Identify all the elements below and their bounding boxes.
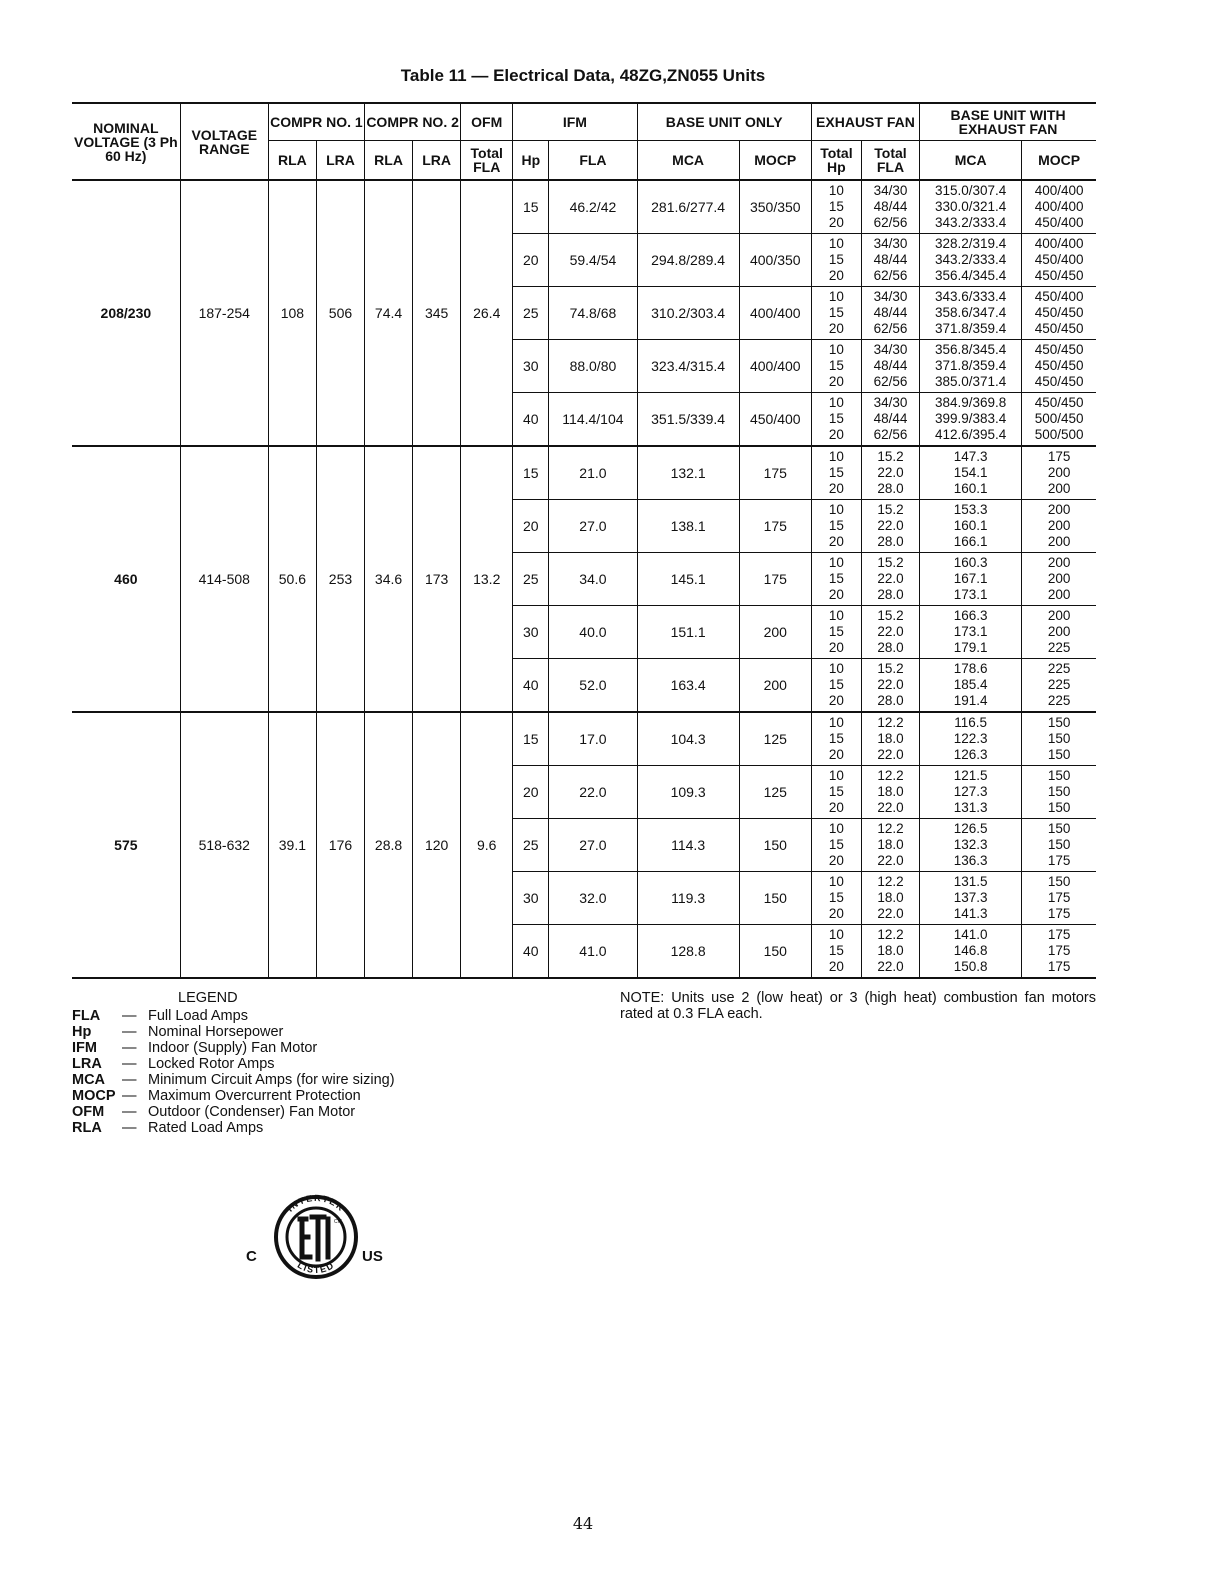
with-exhaust-mca-cell: 121.5 127.3 131.3 <box>920 766 1022 819</box>
header-c1-lra: LRA <box>316 141 364 181</box>
nominal-voltage-cell: 575 <box>72 712 180 978</box>
header-ofm-total-fla: Total FLA <box>461 141 513 181</box>
ifm-hp-cell: 15 <box>513 712 549 766</box>
base-mca-cell: 151.1 <box>637 606 739 659</box>
legend-dash: — <box>122 1088 137 1104</box>
header-compr-1: COMPR NO. 1 <box>268 103 364 141</box>
legend-desc: Minimum Circuit Amps (for wire sizing) <box>148 1072 395 1088</box>
compr2-lra-cell: 120 <box>413 712 461 978</box>
legend-abbr: IFM <box>72 1040 97 1056</box>
with-exhaust-mca-cell: 116.5 122.3 126.3 <box>920 712 1022 766</box>
ifm-fla-cell: 21.0 <box>549 446 637 500</box>
with-exhaust-mca-cell: 147.3 154.1 160.1 <box>920 446 1022 500</box>
header-with-exhaust-mocp: MOCP <box>1022 141 1096 181</box>
exhaust-hp-cell: 10 15 20 <box>811 500 861 553</box>
legend-dash: — <box>122 1104 137 1120</box>
with-exhaust-mca-cell: 328.2/319.4 343.2/333.4 356.4/345.4 <box>920 234 1022 287</box>
legend-dash: — <box>122 1120 137 1136</box>
exhaust-fla-cell: 15.2 22.0 28.0 <box>861 606 919 659</box>
header-voltage-range: VOLTAGE RANGE <box>180 103 268 180</box>
voltage-range-cell: 414-508 <box>180 446 268 712</box>
header-base-unit-only: BASE UNIT ONLY <box>637 103 811 141</box>
legend-item <box>72 1088 395 1104</box>
ifm-fla-cell: 27.0 <box>549 819 637 872</box>
base-mca-cell: 323.4/315.4 <box>637 340 739 393</box>
base-mocp-cell: 200 <box>739 606 811 659</box>
with-exhaust-mocp-cell: 450/450 500/450 500/500 <box>1022 393 1096 447</box>
exhaust-hp-cell: 10 15 20 <box>811 659 861 713</box>
with-exhaust-mocp-cell: 200 200 225 <box>1022 606 1096 659</box>
ifm-fla-cell: 40.0 <box>549 606 637 659</box>
legend-abbr: Hp <box>72 1024 92 1040</box>
exhaust-hp-cell: 10 15 20 <box>811 606 861 659</box>
with-exhaust-mocp-cell: 450/400 450/450 450/450 <box>1022 287 1096 340</box>
base-mca-cell: 351.5/339.4 <box>637 393 739 447</box>
legend-item <box>72 1056 395 1072</box>
ofm-fla-cell: 26.4 <box>461 180 513 446</box>
table-row <box>72 446 1096 500</box>
with-exhaust-mca-cell: 178.6 185.4 191.4 <box>920 659 1022 713</box>
base-mocp-cell: 175 <box>739 500 811 553</box>
legend-desc: Indoor (Supply) Fan Motor <box>148 1040 318 1056</box>
ifm-hp-cell: 30 <box>513 606 549 659</box>
ifm-fla-cell: 34.0 <box>549 553 637 606</box>
base-mocp-cell: 200 <box>739 659 811 713</box>
legend-item <box>72 1024 395 1040</box>
ifm-fla-cell: 46.2/42 <box>549 180 637 234</box>
ofm-fla-cell: 13.2 <box>461 446 513 712</box>
header-base-mocp: MOCP <box>739 141 811 181</box>
legend-item <box>72 1040 395 1056</box>
legend-item <box>72 1104 395 1120</box>
legend-desc: Full Load Amps <box>148 1008 248 1024</box>
header-c1-rla: RLA <box>268 141 316 181</box>
exhaust-fla-cell: 34/30 48/44 62/56 <box>861 180 919 234</box>
with-exhaust-mocp-cell: 150 175 175 <box>1022 872 1096 925</box>
ifm-fla-cell: 114.4/104 <box>549 393 637 447</box>
ifm-hp-cell: 25 <box>513 553 549 606</box>
base-mocp-cell: 400/350 <box>739 234 811 287</box>
header-ifm: IFM <box>513 103 637 141</box>
base-mca-cell: 128.8 <box>637 925 739 979</box>
exhaust-fla-cell: 12.2 18.0 22.0 <box>861 819 919 872</box>
exhaust-fla-cell: 12.2 18.0 22.0 <box>861 872 919 925</box>
base-mocp-cell: 150 <box>739 925 811 979</box>
legend-item <box>72 1008 395 1024</box>
ifm-hp-cell: 30 <box>513 340 549 393</box>
with-exhaust-mocp-cell: 200 200 200 <box>1022 553 1096 606</box>
header-exhaust-total-fla: Total FLA <box>861 141 919 181</box>
exhaust-hp-cell: 10 15 20 <box>811 393 861 447</box>
base-mca-cell: 138.1 <box>637 500 739 553</box>
legend-abbr: MCA <box>72 1072 106 1088</box>
header-exhaust-total-hp: Total Hp <box>811 141 861 181</box>
table-row <box>72 180 1096 234</box>
etl-listed-logo <box>240 1175 390 1285</box>
header-compr-2: COMPR NO. 2 <box>365 103 461 141</box>
base-mocp-cell: 400/400 <box>739 287 811 340</box>
legend-abbr: MOCP <box>72 1088 116 1104</box>
voltage-range-cell: 187-254 <box>180 180 268 446</box>
ifm-hp-cell: 40 <box>513 393 549 447</box>
exhaust-fla-cell: 15.2 22.0 28.0 <box>861 446 919 500</box>
exhaust-hp-cell: 10 15 20 <box>811 766 861 819</box>
with-exhaust-mca-cell: 343.6/333.4 358.6/347.4 371.8/359.4 <box>920 287 1022 340</box>
with-exhaust-mca-cell: 141.0 146.8 150.8 <box>920 925 1022 979</box>
base-mocp-cell: 150 <box>739 819 811 872</box>
exhaust-hp-cell: 10 15 20 <box>811 819 861 872</box>
logo-cm-mark: CM <box>334 1219 342 1225</box>
header-c2-lra: LRA <box>413 141 461 181</box>
table-note: NOTE: Units use 2 (low heat) or 3 (high heat) combustion fan motors rated at 0.3 FLA each. <box>620 990 1096 1022</box>
base-mocp-cell: 125 <box>739 766 811 819</box>
exhaust-fla-cell: 12.2 18.0 22.0 <box>861 712 919 766</box>
with-exhaust-mocp-cell: 400/400 450/400 450/450 <box>1022 234 1096 287</box>
ifm-hp-cell: 40 <box>513 925 549 979</box>
base-mocp-cell: 450/400 <box>739 393 811 447</box>
compr1-rla-cell: 108 <box>268 180 316 446</box>
ifm-hp-cell: 15 <box>513 446 549 500</box>
legend-desc: Rated Load Amps <box>148 1120 264 1136</box>
base-mca-cell: 132.1 <box>637 446 739 500</box>
table-title: Table 11 — Electrical Data, 48ZG,ZN055 Units <box>400 66 766 85</box>
exhaust-fla-cell: 15.2 22.0 28.0 <box>861 500 919 553</box>
ifm-fla-cell: 32.0 <box>549 872 637 925</box>
compr2-lra-cell: 173 <box>413 446 461 712</box>
legend <box>72 990 395 1136</box>
nominal-voltage-cell: 460 <box>72 446 180 712</box>
ifm-fla-cell: 27.0 <box>549 500 637 553</box>
with-exhaust-mca-cell: 131.5 137.3 141.3 <box>920 872 1022 925</box>
logo-c-text: C <box>246 1248 257 1265</box>
with-exhaust-mca-cell: 384.9/369.8 399.9/383.4 412.6/395.4 <box>920 393 1022 447</box>
with-exhaust-mocp-cell: 150 150 175 <box>1022 819 1096 872</box>
legend-abbr: LRA <box>72 1056 102 1072</box>
exhaust-fla-cell: 12.2 18.0 22.0 <box>861 766 919 819</box>
exhaust-hp-cell: 10 15 20 <box>811 925 861 979</box>
legend-desc: Locked Rotor Amps <box>148 1056 275 1072</box>
with-exhaust-mocp-cell: 225 225 225 <box>1022 659 1096 713</box>
header-base-unit-with-exhaust: BASE UNIT WITH EXHAUST FAN <box>920 103 1096 141</box>
header-exhaust-fan: EXHAUST FAN <box>811 103 919 141</box>
legend-abbr: FLA <box>72 1008 101 1024</box>
ifm-hp-cell: 15 <box>513 180 549 234</box>
exhaust-fla-cell: 34/30 48/44 62/56 <box>861 234 919 287</box>
header-with-exhaust-mca: MCA <box>920 141 1022 181</box>
ifm-fla-cell: 74.8/68 <box>549 287 637 340</box>
header-nominal-voltage: NOMINAL VOLTAGE (3 Ph 60 Hz) <box>72 103 180 180</box>
legend-title: LEGEND <box>178 990 238 1006</box>
ifm-fla-cell: 41.0 <box>549 925 637 979</box>
exhaust-fla-cell: 34/30 48/44 62/56 <box>861 393 919 447</box>
legend-desc: Maximum Overcurrent Protection <box>148 1088 361 1104</box>
header-base-mca: MCA <box>637 141 739 181</box>
with-exhaust-mca-cell: 160.3 167.1 173.1 <box>920 553 1022 606</box>
table-body <box>72 180 1096 978</box>
legend-abbr: RLA <box>72 1120 102 1136</box>
compr2-rla-cell: 28.8 <box>365 712 413 978</box>
with-exhaust-mca-cell: 153.3 160.1 166.1 <box>920 500 1022 553</box>
legend-dash: — <box>122 1072 137 1088</box>
legend-dash: — <box>122 1056 137 1072</box>
header-ifm-hp: Hp <box>513 141 549 181</box>
base-mca-cell: 119.3 <box>637 872 739 925</box>
with-exhaust-mocp-cell: 200 200 200 <box>1022 500 1096 553</box>
ifm-hp-cell: 30 <box>513 872 549 925</box>
exhaust-hp-cell: 10 15 20 <box>811 712 861 766</box>
exhaust-fla-cell: 34/30 48/44 62/56 <box>861 287 919 340</box>
ofm-fla-cell: 9.6 <box>461 712 513 978</box>
exhaust-fla-cell: 34/30 48/44 62/56 <box>861 340 919 393</box>
legend-desc: Outdoor (Condenser) Fan Motor <box>148 1104 356 1120</box>
base-mca-cell: 310.2/303.4 <box>637 287 739 340</box>
exhaust-hp-cell: 10 15 20 <box>811 553 861 606</box>
legend-item <box>72 1120 395 1136</box>
base-mca-cell: 145.1 <box>637 553 739 606</box>
compr2-lra-cell: 345 <box>413 180 461 446</box>
legend-dash: — <box>122 1040 137 1056</box>
header-ifm-fla: FLA <box>549 141 637 181</box>
logo-bottom-text: LISTED <box>295 1259 337 1276</box>
ifm-fla-cell: 22.0 <box>549 766 637 819</box>
with-exhaust-mocp-cell: 175 200 200 <box>1022 446 1096 500</box>
compr1-rla-cell: 50.6 <box>268 446 316 712</box>
base-mocp-cell: 150 <box>739 872 811 925</box>
base-mca-cell: 114.3 <box>637 819 739 872</box>
electrical-data-table <box>72 102 1096 979</box>
base-mca-cell: 163.4 <box>637 659 739 713</box>
with-exhaust-mca-cell: 126.5 132.3 136.3 <box>920 819 1022 872</box>
header-c2-rla: RLA <box>365 141 413 181</box>
nominal-voltage-cell: 208/230 <box>72 180 180 446</box>
legend-abbr: OFM <box>72 1104 105 1120</box>
ifm-hp-cell: 40 <box>513 659 549 713</box>
exhaust-hp-cell: 10 15 20 <box>811 287 861 340</box>
legend-dash: — <box>122 1008 137 1024</box>
with-exhaust-mocp-cell: 150 150 150 <box>1022 712 1096 766</box>
legend-dash: — <box>122 1024 137 1040</box>
compr2-rla-cell: 34.6 <box>365 446 413 712</box>
with-exhaust-mocp-cell: 450/450 450/450 450/450 <box>1022 340 1096 393</box>
voltage-range-cell: 518-632 <box>180 712 268 978</box>
exhaust-fla-cell: 12.2 18.0 22.0 <box>861 925 919 979</box>
exhaust-hp-cell: 10 15 20 <box>811 234 861 287</box>
page-number: 44 <box>572 1514 594 1533</box>
logo-us-text: US <box>362 1248 383 1265</box>
base-mca-cell: 109.3 <box>637 766 739 819</box>
exhaust-hp-cell: 10 15 20 <box>811 180 861 234</box>
compr1-lra-cell: 176 <box>316 712 364 978</box>
with-exhaust-mca-cell: 166.3 173.1 179.1 <box>920 606 1022 659</box>
header-ofm: OFM <box>461 103 513 141</box>
compr1-rla-cell: 39.1 <box>268 712 316 978</box>
base-mca-cell: 104.3 <box>637 712 739 766</box>
base-mocp-cell: 175 <box>739 553 811 606</box>
base-mocp-cell: 125 <box>739 712 811 766</box>
exhaust-fla-cell: 15.2 22.0 28.0 <box>861 553 919 606</box>
ifm-fla-cell: 17.0 <box>549 712 637 766</box>
exhaust-hp-cell: 10 15 20 <box>811 340 861 393</box>
with-exhaust-mocp-cell: 400/400 400/400 450/400 <box>1022 180 1096 234</box>
with-exhaust-mocp-cell: 175 175 175 <box>1022 925 1096 979</box>
base-mocp-cell: 350/350 <box>739 180 811 234</box>
with-exhaust-mca-cell: 315.0/307.4 330.0/321.4 343.2/333.4 <box>920 180 1022 234</box>
legend-items <box>72 1008 395 1136</box>
base-mocp-cell: 175 <box>739 446 811 500</box>
exhaust-hp-cell: 10 15 20 <box>811 446 861 500</box>
ifm-fla-cell: 52.0 <box>549 659 637 713</box>
ifm-hp-cell: 25 <box>513 287 549 340</box>
ifm-hp-cell: 20 <box>513 766 549 819</box>
compr1-lra-cell: 506 <box>316 180 364 446</box>
ifm-hp-cell: 25 <box>513 819 549 872</box>
ifm-hp-cell: 20 <box>513 500 549 553</box>
base-mca-cell: 294.8/289.4 <box>637 234 739 287</box>
with-exhaust-mca-cell: 356.8/345.4 371.8/359.4 385.0/371.4 <box>920 340 1022 393</box>
compr1-lra-cell: 253 <box>316 446 364 712</box>
exhaust-hp-cell: 10 15 20 <box>811 872 861 925</box>
base-mca-cell: 281.6/277.4 <box>637 180 739 234</box>
ifm-fla-cell: 88.0/80 <box>549 340 637 393</box>
table-row <box>72 712 1096 766</box>
base-mocp-cell: 400/400 <box>739 340 811 393</box>
legend-desc: Nominal Horsepower <box>148 1024 284 1040</box>
legend-item <box>72 1072 395 1088</box>
ifm-fla-cell: 59.4/54 <box>549 234 637 287</box>
logo-top-text: INTERTEK <box>285 1192 347 1214</box>
exhaust-fla-cell: 15.2 22.0 28.0 <box>861 659 919 713</box>
ifm-hp-cell: 20 <box>513 234 549 287</box>
compr2-rla-cell: 74.4 <box>365 180 413 446</box>
with-exhaust-mocp-cell: 150 150 150 <box>1022 766 1096 819</box>
